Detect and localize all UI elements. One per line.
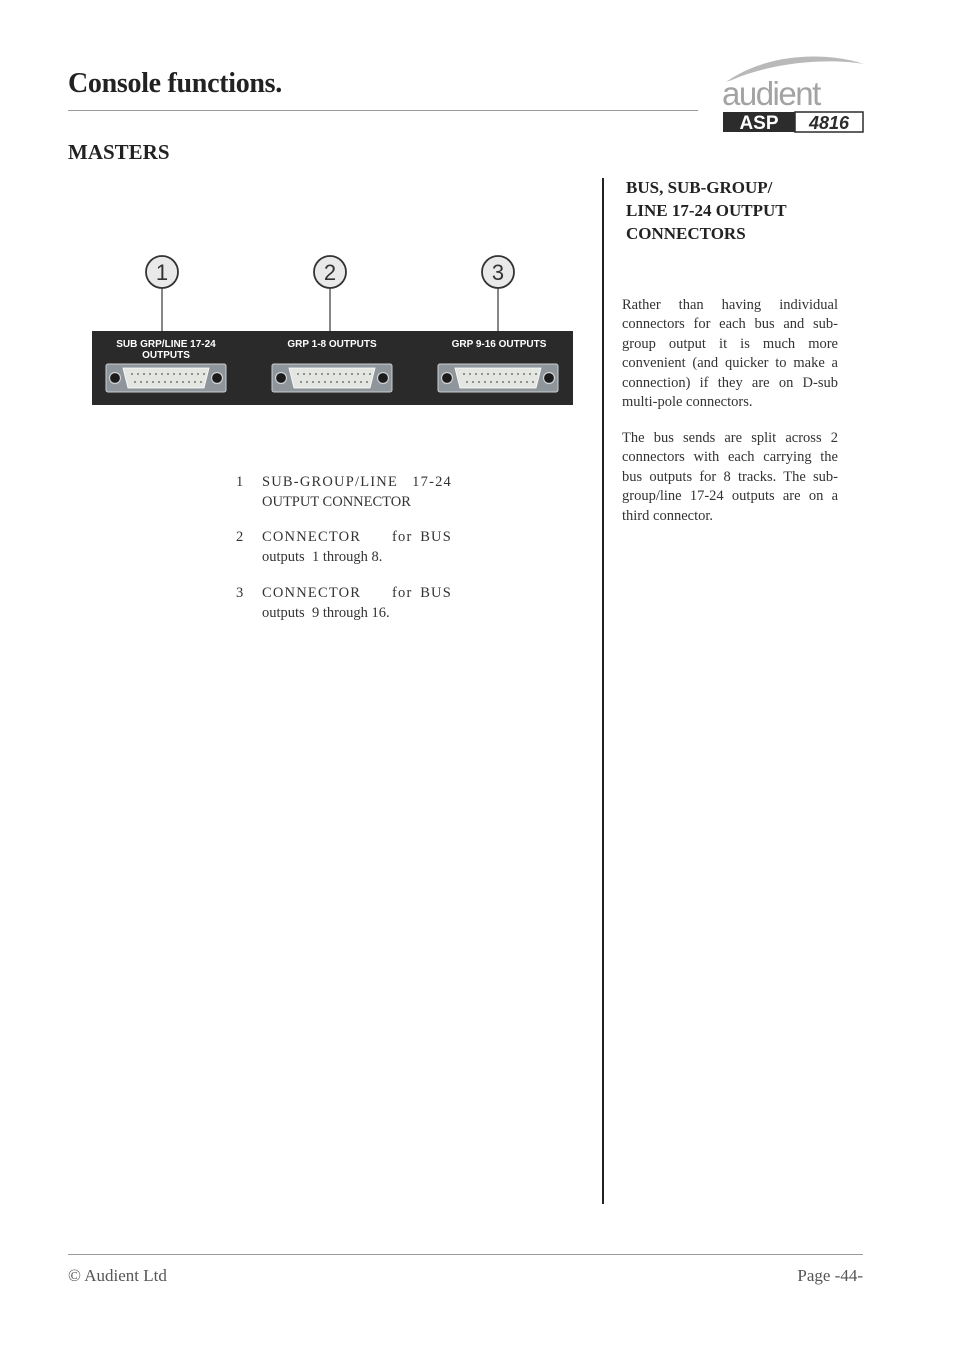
dsub-connector-2 xyxy=(272,364,392,392)
legend-line-2: outputs 1 through 8. xyxy=(262,549,383,565)
callout-3 xyxy=(482,256,514,288)
sidebar-heading-line: CONNECTORS xyxy=(626,224,746,243)
logo-brand-text: audient xyxy=(722,75,820,112)
footer-page-number: Page -44- xyxy=(797,1266,863,1285)
callout-2 xyxy=(314,256,346,288)
sidebar-heading-line: BUS, SUB-GROUP/ xyxy=(626,178,773,197)
connector-panel-illustration xyxy=(90,252,575,407)
section-heading: MASTERS xyxy=(68,140,170,164)
panel-label-2: GRP 1-8 OUTPUTS xyxy=(287,339,377,350)
panel-label-3: GRP 9-16 OUTPUTS xyxy=(451,339,547,350)
svg-text:2: 2 xyxy=(323,260,337,285)
dsub-connector-3 xyxy=(438,364,558,392)
dsub-connector-1 xyxy=(106,364,226,392)
audient-logo xyxy=(718,54,868,136)
column-divider xyxy=(602,178,604,1204)
svg-text:3: 3 xyxy=(491,260,505,285)
sidebar-paragraph-2: The bus sends are split across 2 connectors with each carrying the bus outputs for 8 tracks. The sub-group/line 17-24 outputs are on a third connector. xyxy=(622,430,838,524)
logo-model-badge: ASP xyxy=(739,113,779,134)
panel-label-1-line2: OUTPUTS xyxy=(142,350,190,361)
panel-label-1: SUB GRP/LINE 17-24 xyxy=(116,339,216,350)
sidebar-paragraph-1: Rather than having individual connectors for each bus and sub-group output it is much more convenient (and quicker to make a connection) if they are on D-sub multi-pole connectors. xyxy=(622,297,838,411)
legend-line-1: CONNECTOR for BUS xyxy=(262,529,452,545)
sidebar-heading xyxy=(626,176,836,245)
page-title: Console functions. xyxy=(68,68,282,99)
footer-copyright: © Audient Ltd xyxy=(68,1266,167,1285)
legend-number: 2 xyxy=(236,529,244,545)
legend-line-1: SUB-GROUP/LINE 17-24 xyxy=(262,474,452,490)
legend-line-2: OUTPUT CONNECTOR xyxy=(262,494,411,510)
callout-1 xyxy=(146,256,178,288)
legend-line-2: outputs 9 through 16. xyxy=(262,605,390,621)
footer-rule xyxy=(68,1254,863,1255)
legend-number: 1 xyxy=(236,474,244,490)
sidebar-heading-line: LINE 17-24 OUTPUT xyxy=(626,201,787,220)
legend-number: 3 xyxy=(236,585,244,601)
logo-model-number: 4816 xyxy=(808,113,850,133)
svg-text:1: 1 xyxy=(155,260,169,285)
legend-line-1: CONNECTOR for BUS xyxy=(262,585,452,601)
title-rule xyxy=(68,110,698,111)
